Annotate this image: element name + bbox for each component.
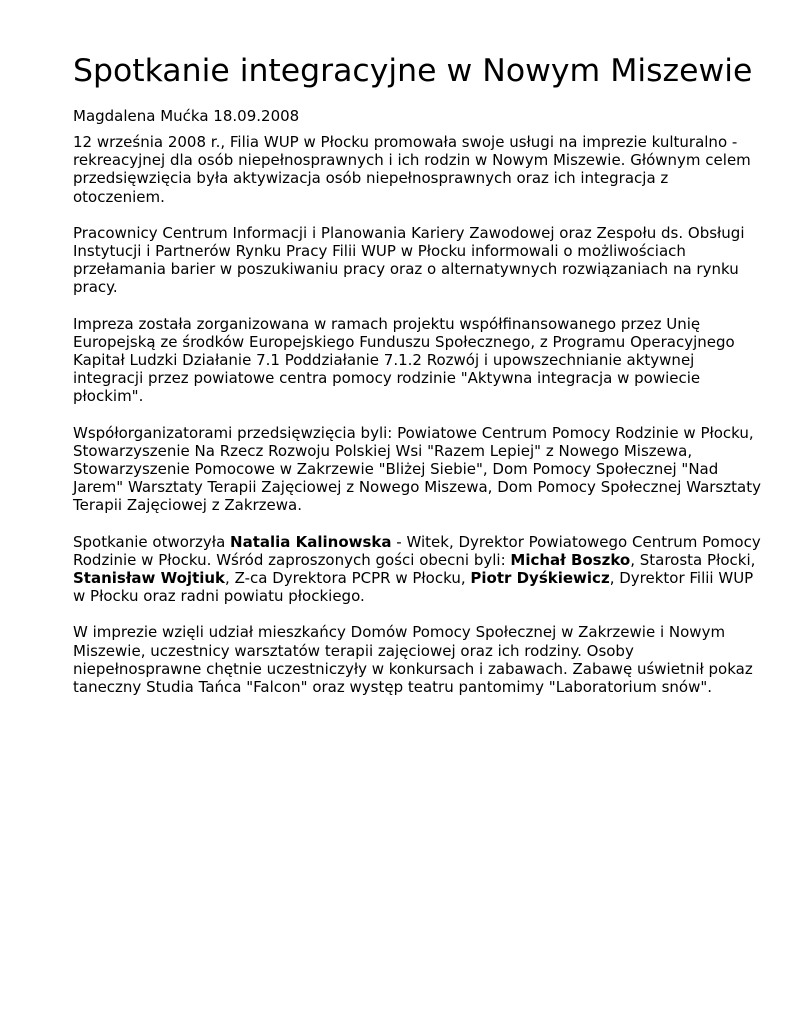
paragraph-5-text-4: , Z-ca Dyrektora PCPR w Płocku, (225, 569, 471, 588)
article (73, 52, 763, 696)
paragraph-1: 12 września 2008 r., Filia WUP w Płocku promowała swoje usługi na imprezie kulturalno - rekreacyjnej dla osób niepełnosprawnych i ich rodzin w Nowym Miszewie. Głównym celem przedsięwzięcia była aktywizacja osób niepełnosprawnych oraz ich integracja z otoczeniem. (73, 133, 751, 206)
article-byline: Magdalena Mućka 18.09.2008 (73, 107, 300, 125)
paragraph-6: W imprezie wzięli udział mieszkańcy Domów Pomocy Społecznej w Zakrzewie i Nowym Miszewie, uczestnicy warsztatów terapii zajęciowej oraz ich rodziny. Osoby niepełnosprawne chętnie uczestniczyły w konkursach i zabawach. Zabawę uświetnił pokaz taneczny Studia Tańca "Falcon" oraz występ teatru pantomimy "Laboratorium snów". (73, 623, 753, 697)
paragraph-4: Współorganizatorami przedsięwzięcia byli: Powiatowe Centrum Pomocy Rodzinie w Płocku, Stowarzyszenie Na Rzecz Rozwoju Polskiej Wsi "Razem Lepiej" z Nowego Miszewa, Stowarzyszenie Pomocowe w Zakrzewie "Bliżej Siebie", Dom Pomocy Społecznej "Nad Jarem" Warsztaty Terapii Zajęciowej z Nowego Miszewa, Dom Pomocy Społecznej Warsztaty Terapii Zajęciowej z Zakrzewa. (73, 423, 761, 515)
paragraph-5-text-5: , Dyrektor Filii WUP w Płocku oraz radni powiatu płockiego. (73, 569, 754, 606)
paragraph-5 (73, 533, 763, 606)
person-name-natalia-kalinowska: Natalia Kalinowska (230, 532, 392, 551)
article-title: Spotkanie integracyjne w Nowym Miszewie (73, 53, 753, 89)
person-name-michal-boszko: Michał Boszko (510, 550, 631, 569)
paragraph-5-text-1: Spotkanie otworzyła (73, 532, 231, 551)
paragraph-5-text-2: - Witek, Dyrektor Powiatowego Centrum Pomocy Rodzinie w Płocku. Wśród zaproszonych gości obecni byli: (73, 532, 761, 569)
person-name-piotr-dyskiewicz: Piotr Dyśkiewicz (470, 569, 610, 588)
person-name-stanislaw-wojtiuk: Stanisław Wojtiuk (73, 569, 226, 588)
paragraph-5-text-3: , Starosta Płocki, (630, 550, 756, 569)
paragraph-3: Impreza została zorganizowana w ramach projektu współfinansowanego przez Unię Europejską ze środków Europejskiego Funduszu Społecznego, z Programu Operacyjnego Kapitał Ludzki Działanie 7.1 Poddziałanie 7.1.2 Rozwój i upowszechnianie aktywnej integracji przez powiatowe centra pomocy rodzinie "Aktywna integracja w powiecie płockim". (73, 314, 735, 406)
paragraph-2: Pracownicy Centrum Informacji i Planowania Kariery Zawodowej oraz Zespołu ds. Obsługi Instytucji i Partnerów Rynku Pracy Filii WUP w Płocku informowali o możliwościach przełamania barier w poszukiwaniu pracy oraz o alternatywnych rozwiązaniach na rynku pracy. (73, 223, 745, 297)
